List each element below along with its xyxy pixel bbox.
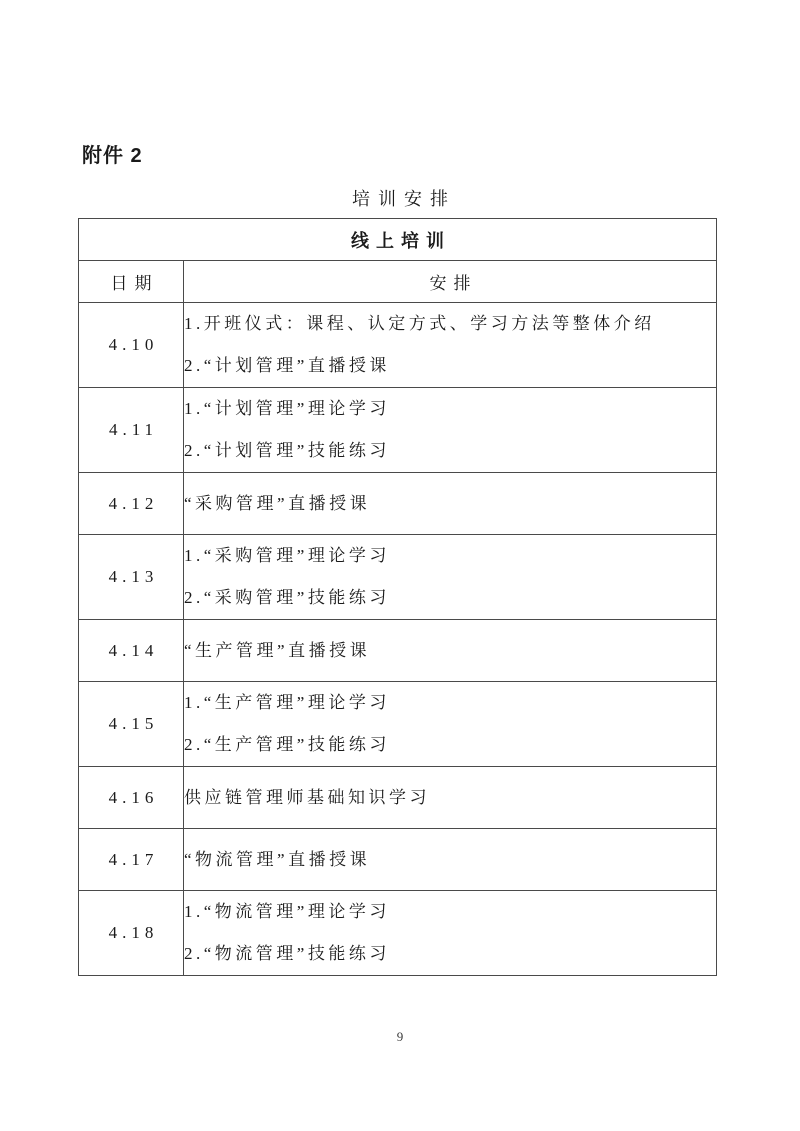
arrangement-cell [184, 891, 717, 976]
arrangement-cell [184, 388, 717, 473]
arrangement-line: 2.“物流管理”技能练习 [184, 944, 390, 963]
arrangement-cell [184, 829, 717, 891]
column-header-arrangement: 安排 [184, 261, 717, 303]
arrangement-line: 2.“生产管理”技能练习 [184, 735, 390, 754]
date-cell: 4.10 [79, 303, 184, 388]
arrangement-line: 1.“采购管理”理论学习 [184, 546, 390, 565]
date-cell: 4.14 [79, 620, 184, 682]
arrangement-cell [184, 473, 717, 535]
table-row [79, 891, 717, 976]
table-row [79, 829, 717, 891]
arrangement-line: 2.“采购管理”技能练习 [184, 588, 390, 607]
date-cell: 4.16 [79, 767, 184, 829]
table-row [79, 620, 717, 682]
date-cell: 4.18 [79, 891, 184, 976]
date-cell: 4.17 [79, 829, 184, 891]
arrangement-line: “物流管理”直播授课 [184, 849, 371, 869]
table-row [79, 473, 717, 535]
table-row [79, 682, 717, 767]
arrangement-line: 2.“计划管理”技能练习 [184, 441, 390, 460]
arrangement-line: 1.“物流管理”理论学习 [184, 902, 390, 921]
table-row [79, 767, 717, 829]
arrangement-line: 1.“计划管理”理论学习 [184, 399, 390, 418]
arrangement-line: “生产管理”直播授课 [184, 640, 371, 660]
date-cell: 4.12 [79, 473, 184, 535]
section-header-online-training: 线上培训 [79, 219, 717, 261]
date-cell: 4.11 [79, 388, 184, 473]
attachment-label: 附件 2 [82, 145, 143, 167]
date-cell: 4.13 [79, 535, 184, 620]
training-schedule-table [78, 218, 717, 976]
table-row [79, 535, 717, 620]
arrangement-cell [184, 303, 717, 388]
arrangement-cell [184, 535, 717, 620]
arrangement-line: “采购管理”直播授课 [184, 493, 371, 513]
date-cell: 4.15 [79, 682, 184, 767]
table-section-header-row [79, 219, 717, 261]
arrangement-cell [184, 620, 717, 682]
arrangement-line: 供应链管理师基础知识学习 [184, 787, 430, 807]
arrangement-line: 1.开班仪式：课程、认定方式、学习方法等整体介绍 [184, 314, 655, 333]
table-column-header-row [79, 261, 717, 303]
arrangement-cell [184, 767, 717, 829]
table-row [79, 303, 717, 388]
arrangement-cell [184, 682, 717, 767]
page-number: 9 [396, 1029, 404, 1044]
arrangement-line: 2.“计划管理”直播授课 [184, 356, 390, 375]
column-header-date: 日期 [79, 261, 184, 303]
table-row [79, 388, 717, 473]
arrangement-line: 1.“生产管理”理论学习 [184, 693, 390, 712]
page-title: 培训安排 [352, 189, 456, 209]
